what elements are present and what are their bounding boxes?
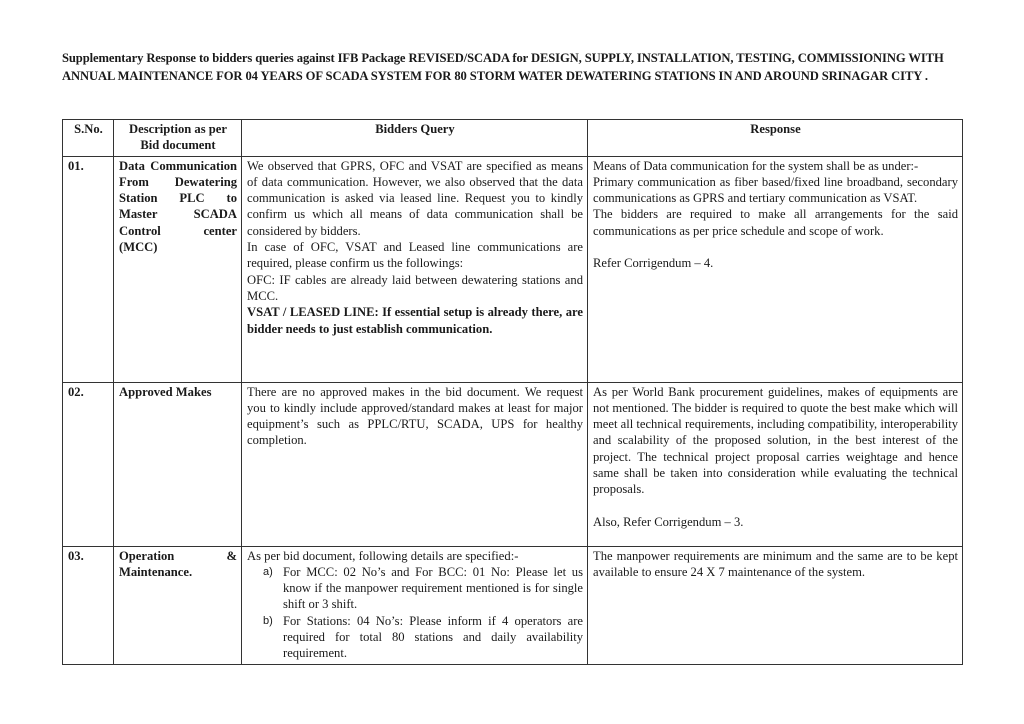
row-query — [242, 382, 588, 546]
row-sno: 02. — [63, 382, 114, 546]
header-response: Response — [588, 120, 963, 157]
response-paragraph: Refer Corrigendum – 4. — [593, 256, 714, 271]
row-description: Data Communication From Dewatering Station PLC to Master SCADA Control center (MCC) — [114, 156, 242, 382]
response-paragraph: As per World Bank procurement guidelines, makes of equipments are not mentioned. The bidder is required to quote the best make which will meet all technical requirements, including compatibility, interoperability and scalability of the proposed solution, in the best interest of the project. The technical project proposal carries weightage and hence same shall be taken into consideration while evaluating the technical proposals. — [593, 384, 958, 497]
row-query — [242, 546, 588, 664]
query-paragraph: We observed that GPRS, OFC and VSAT are specified as means of data communication. However, we also observed that the data communication is asked via leased line. Request you to kindly confirm us which all means of data communication shall be considered by bidders. — [247, 158, 583, 238]
query-paragraph: In case of OFC, VSAT and Leased line communications are required, please confirm us the followings: — [247, 240, 583, 271]
response-paragraph: Primary communication as fiber based/fixed line broadband, secondary communications as GPRS and tertiary communication as VSAT. — [593, 174, 958, 206]
row-description: Approved Makes — [114, 382, 242, 546]
header-sno: S.No. — [63, 120, 114, 157]
table-row — [63, 156, 963, 382]
table-header-row — [63, 120, 963, 157]
document-heading: Supplementary Response to bidders queries against IFB Package REVISED/SCADA for DESIGN, SUPPLY, INSTALLATION, TESTING, COMMISSIONING WITH ANNUAL MAINTENANCE FOR 04 YEARS OF SCADA SYSTEM FOR 80 STORM WATER DEWATERING STATIONS IN AND AROUND SRINAGAR CITY . — [62, 51, 944, 83]
query-item — [263, 613, 583, 662]
list-marker: a) — [263, 565, 273, 578]
response-paragraph: Means of Data communication for the system shall be as under:- — [593, 158, 919, 173]
row-sno: 03. — [63, 546, 114, 664]
query-item-text: For MCC: 02 No’s and For BCC: 01 No: Please let us know if the manpower requirement mentioned is for single shift or 3 shift. — [283, 564, 583, 612]
response-paragraph: The bidders are required to make all arrangements for the said communications as per price schedule and scope of work. — [593, 207, 958, 238]
table-row — [63, 546, 963, 664]
query-intro: As per bid document, following details are specified:- — [247, 548, 519, 563]
query-item-list — [247, 564, 583, 662]
row-sno: 01. — [63, 156, 114, 382]
header-query: Bidders Query — [242, 120, 588, 157]
row-response — [588, 382, 963, 546]
query-response-table — [62, 119, 963, 665]
query-item-text: For Stations: 04 No’s: Please inform if 4 operators are required for total 80 stations and daily availability requirement. — [283, 613, 583, 661]
query-item — [263, 564, 583, 613]
query-paragraph: VSAT / LEASED LINE: If essential setup is already there, are bidder needs to just establish communication. — [247, 305, 583, 336]
response-paragraph: The manpower requirements are minimum and the same are to be kept available to ensure 24 X 7 maintenance of the system. — [593, 548, 958, 579]
row-response — [588, 546, 963, 664]
query-paragraph: There are no approved makes in the bid document. We request you to kindly include approved/standard makes at least for major equipment’s such as PPLC/RTU, SCADA, UPS for healthy completion. — [247, 384, 583, 448]
response-paragraph: Also, Refer Corrigendum – 3. — [593, 514, 744, 529]
table-row — [63, 382, 963, 546]
row-response — [588, 156, 963, 382]
header-description: Description as per Bid document — [114, 120, 242, 157]
row-description: Operation & Maintenance. — [114, 546, 242, 664]
row-query — [242, 156, 588, 382]
list-marker: b) — [263, 614, 273, 627]
query-paragraph: OFC: IF cables are already laid between dewatering stations and MCC. — [247, 272, 583, 303]
